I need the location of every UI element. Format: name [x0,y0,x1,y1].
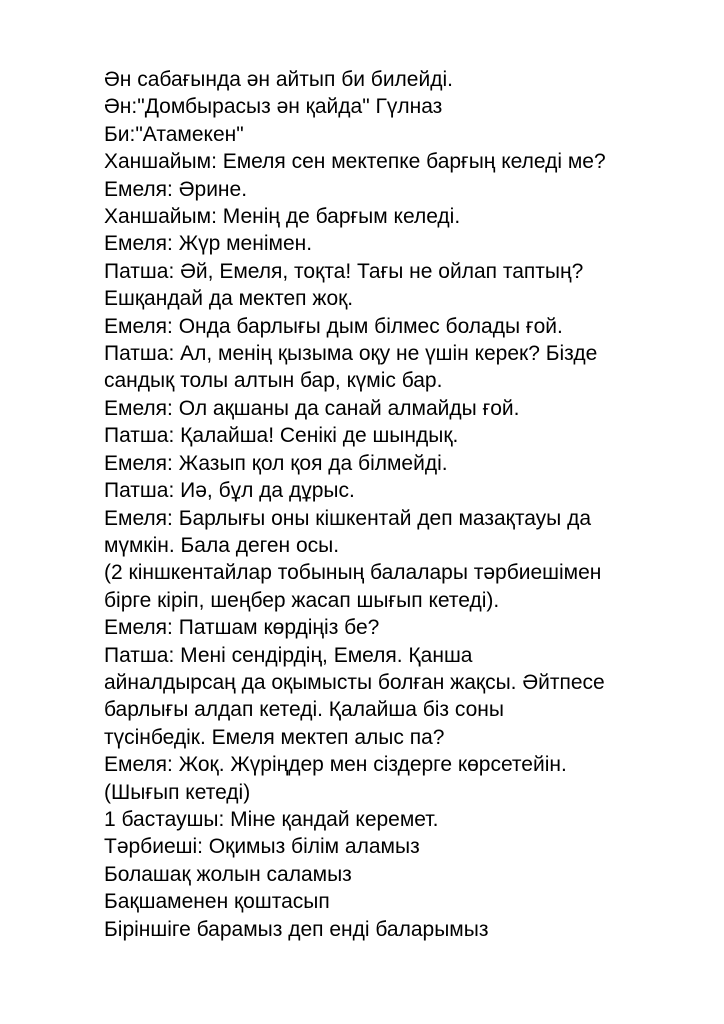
text-line: Ханшайым: Емеля сен мектепке барғың келеді ме? [104,150,606,174]
text-line: Тәрбиеші: Оқимыз білім аламыз [104,835,420,859]
text-line: Емеля: Патшам көрдіңіз бе? [104,616,380,640]
text-line: Емеля: Әрине. [104,177,248,201]
text-line: Ханшайым: Менің де барғым келеді. [104,205,461,229]
text-line: айналдырсаң да оқымысты болған жақсы. Әйтпесе [104,670,605,694]
text-line: Би:"Атамекен" [104,122,244,146]
text-line: (Шығып кетеді) [104,780,251,804]
text-line: мүмкін. Бала деген осы. [104,533,340,557]
text-line: Ән сабағында ән айтып би билейді. [104,68,453,91]
text-line: Емеля: Онда барлығы дым білмес болады ғой. [104,314,563,338]
text-line: Патша: Ал, менің қызыма оқу не үшін керек? Бізде [104,342,598,366]
text-line: Патша: Иә, бұл да дұрыс. [104,479,355,503]
text-line: Бақшаменен қоштасып [104,890,330,914]
text-line: бірге кіріп, шеңбер жасап шығып кетеді). [104,588,500,612]
text-line: Ешқандай да мектеп жоқ. [104,287,354,311]
document-text [104,66,714,943]
text-line: Патша: Әй, Емеля, тоқта! Тағы не ойлап таптың? [104,259,584,283]
text-line: Ән:"Домбырасыз ән қайда" Гүлназ [104,95,443,119]
text-line: Емеля: Барлығы оны кішкентай деп мазақтауы да [104,506,592,530]
text-line: Емеля: Жазып қол қоя да білмейді. [104,451,448,475]
text-line: Біріншіге барамыз деп енді баларымыз [104,917,489,941]
text-line: Патша: Қалайша! Сенікі де шындық. [104,424,459,448]
text-line: Болашақ жолын саламыз [104,862,352,886]
text-line: Емеля: Жоқ. Жүріңдер мен сіздерге көрсетейін. [104,753,567,777]
text-line: сандық толы алтын бар, күміс бар. [104,369,443,393]
text-line: Патша: Мені сендірдің, Емеля. Қанша [104,643,473,667]
text-line: Емеля: Ол ақшаны да санай алмайды ғой. [104,396,520,420]
text-line: түсінбедік. Емеля мектеп алыс па? [104,725,445,749]
text-line: 1 бастаушы: Міне қандай керемет. [104,807,439,831]
text-line: (2 кіншкентайлар тобының балалары тәрбиешімен [104,561,602,585]
text-line: барлығы алдап кетеді. Қалайша біз соны [104,698,504,722]
text-line: Емеля: Жүр менімен. [104,232,313,256]
